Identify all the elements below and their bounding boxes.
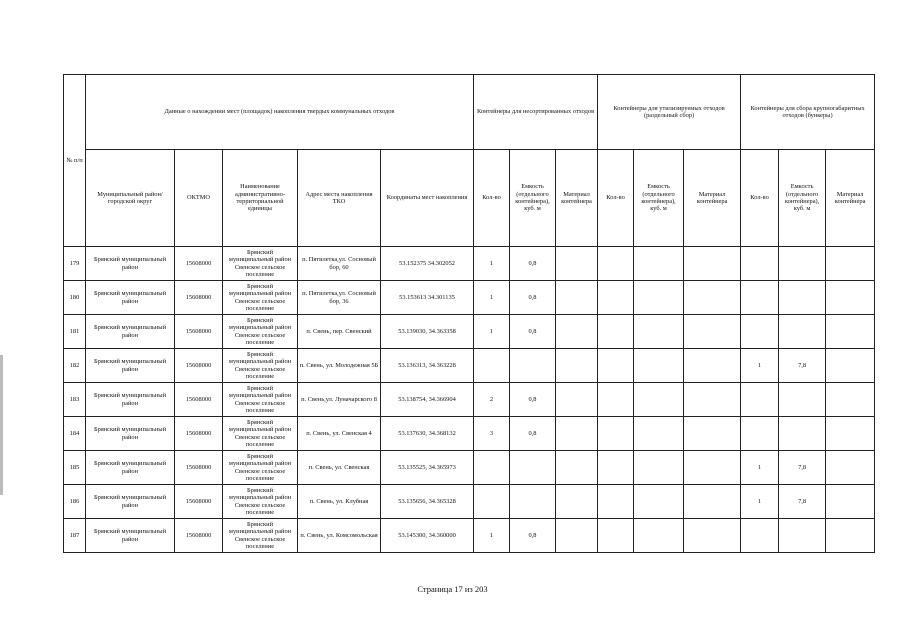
row-district: Брянский муниципальный район	[86, 383, 175, 417]
header-capacity-3: Емкость (отдельного контейнера), куб. м	[779, 150, 826, 247]
row-unsorted-count: 2	[474, 383, 510, 417]
row-bulky-capacity	[779, 247, 826, 281]
row-coords: 53.135525, 34.365973	[381, 451, 474, 485]
row-sorted-count	[598, 281, 634, 315]
row-unsorted-material	[556, 383, 598, 417]
row-sorted-count	[598, 247, 634, 281]
row-bulky-count	[741, 315, 779, 349]
row-address: п. Свень, ул. Свенская	[298, 451, 381, 485]
row-unsorted-capacity: 0,8	[510, 281, 556, 315]
row-unsorted-count: 1	[474, 247, 510, 281]
row-district: Брянский муниципальный район	[86, 451, 175, 485]
row-district: Брянский муниципальный район	[86, 247, 175, 281]
header-material-1: Материал контейнера	[556, 150, 598, 247]
row-unsorted-material	[556, 519, 598, 553]
row-bulky-material	[826, 383, 875, 417]
table-row	[64, 349, 875, 383]
row-bulky-capacity: 7,8	[779, 485, 826, 519]
row-number: 183	[64, 383, 86, 417]
row-coords: 53.137630, 34.368132	[381, 417, 474, 451]
row-bulky-count: 1	[741, 349, 779, 383]
row-admin-unit: Брянский муниципальный район Свенское сельское поселение	[223, 417, 298, 451]
header-group-location: Данные о нахождении мест (площадок) накопления твердых коммунальных отходов	[86, 75, 474, 150]
row-bulky-material	[826, 281, 875, 315]
header-group-bulky: Контейнеры для сбора крупногабаритных отходов (бункеры)	[741, 75, 875, 150]
header-address: Адрес места накопления ТКО	[298, 150, 381, 247]
row-bulky-capacity	[779, 417, 826, 451]
row-oktmo: 15608000	[175, 417, 223, 451]
row-number: 186	[64, 485, 86, 519]
row-sorted-capacity	[634, 281, 684, 315]
row-sorted-material	[684, 519, 741, 553]
row-sorted-material	[684, 451, 741, 485]
row-sorted-count	[598, 383, 634, 417]
row-district: Брянский муниципальный район	[86, 519, 175, 553]
row-bulky-capacity	[779, 315, 826, 349]
row-oktmo: 15608000	[175, 383, 223, 417]
row-number: 184	[64, 417, 86, 451]
row-address: п. Пятилетка,ул. Сосновый бор, 60	[298, 247, 381, 281]
row-sorted-material	[684, 485, 741, 519]
row-unsorted-count	[474, 349, 510, 383]
row-coords: 53.138754, 34.366904	[381, 383, 474, 417]
header-num: № п/п	[64, 75, 86, 247]
row-unsorted-capacity: 0,8	[510, 383, 556, 417]
row-number: 185	[64, 451, 86, 485]
row-sorted-material	[684, 281, 741, 315]
row-sorted-material	[684, 247, 741, 281]
row-admin-unit: Брянский муниципальный район Свенское сельское поселение	[223, 451, 298, 485]
row-bulky-count: 1	[741, 451, 779, 485]
row-unsorted-count: 3	[474, 417, 510, 451]
row-sorted-count	[598, 451, 634, 485]
row-sorted-capacity	[634, 349, 684, 383]
row-bulky-capacity: 7,8	[779, 349, 826, 383]
row-bulky-count	[741, 383, 779, 417]
row-unsorted-material	[556, 315, 598, 349]
row-number: 181	[64, 315, 86, 349]
row-coords: 53.153613 34.301135	[381, 281, 474, 315]
row-unsorted-material	[556, 349, 598, 383]
row-number: 180	[64, 281, 86, 315]
row-bulky-material	[826, 349, 875, 383]
row-sorted-count	[598, 485, 634, 519]
row-oktmo: 15608000	[175, 451, 223, 485]
row-admin-unit: Брянский муниципальный район Свенское сельское поселение	[223, 349, 298, 383]
row-bulky-capacity	[779, 281, 826, 315]
table-row	[64, 281, 875, 315]
row-admin-unit: Брянский муниципальный район Свенское сельское поселение	[223, 247, 298, 281]
table-row	[64, 485, 875, 519]
row-sorted-material	[684, 315, 741, 349]
row-oktmo: 15608000	[175, 349, 223, 383]
row-sorted-capacity	[634, 451, 684, 485]
row-unsorted-material	[556, 451, 598, 485]
row-unsorted-count: 1	[474, 519, 510, 553]
row-coords: 53.145300, 34.360000	[381, 519, 474, 553]
row-unsorted-count	[474, 451, 510, 485]
row-bulky-capacity: 7,8	[779, 451, 826, 485]
row-address: п. Свень, ул. Комсомольская	[298, 519, 381, 553]
row-unsorted-count: 1	[474, 281, 510, 315]
row-number: 179	[64, 247, 86, 281]
row-bulky-capacity	[779, 383, 826, 417]
row-number: 187	[64, 519, 86, 553]
table-row	[64, 315, 875, 349]
row-sorted-capacity	[634, 383, 684, 417]
row-admin-unit: Брянский муниципальный район Свенское сельское поселение	[223, 383, 298, 417]
row-sorted-capacity	[634, 315, 684, 349]
row-unsorted-capacity: 0,8	[510, 417, 556, 451]
table-row	[64, 417, 875, 451]
header-coords: Координаты мест накопления	[381, 150, 474, 247]
row-sorted-capacity	[634, 485, 684, 519]
row-number: 182	[64, 349, 86, 383]
waste-sites-table	[63, 74, 875, 553]
row-admin-unit: Брянский муниципальный район Свенское сельское поселение	[223, 485, 298, 519]
row-address: п. Свень, пер. Свенский	[298, 315, 381, 349]
row-bulky-count: 1	[741, 485, 779, 519]
header-oktmo: ОКТМО	[175, 150, 223, 247]
row-bulky-material	[826, 485, 875, 519]
row-sorted-material	[684, 417, 741, 451]
row-bulky-count	[741, 247, 779, 281]
row-district: Брянский муниципальный район	[86, 417, 175, 451]
row-coords: 53.136313, 34.363228	[381, 349, 474, 383]
row-sorted-material	[684, 383, 741, 417]
row-unsorted-count	[474, 485, 510, 519]
row-district: Брянский муниципальный район	[86, 281, 175, 315]
row-address: п. Свень,ул. Луначарского 8	[298, 383, 381, 417]
header-material-2: Материал контейнера	[684, 150, 741, 247]
table-row	[64, 519, 875, 553]
row-unsorted-capacity: 0,8	[510, 519, 556, 553]
row-admin-unit: Брянский муниципальный район Свенское сельское поселение	[223, 315, 298, 349]
row-sorted-material	[684, 349, 741, 383]
row-bulky-material	[826, 417, 875, 451]
table-row	[64, 451, 875, 485]
row-oktmo: 15608000	[175, 315, 223, 349]
header-row-groups	[64, 75, 875, 150]
row-oktmo: 15608000	[175, 519, 223, 553]
row-district: Брянский муниципальный район	[86, 315, 175, 349]
row-bulky-capacity	[779, 519, 826, 553]
row-bulky-material	[826, 519, 875, 553]
row-oktmo: 15608000	[175, 247, 223, 281]
scan-edge-mark	[0, 355, 3, 495]
row-unsorted-capacity: 0,8	[510, 315, 556, 349]
row-address: п. Свень, ул. Молодежная 5Б	[298, 349, 381, 383]
row-coords: 53.139030, 34.363358	[381, 315, 474, 349]
header-row-columns	[64, 150, 875, 247]
header-district: Муниципальный район/городской округ	[86, 150, 175, 247]
row-unsorted-capacity: 0,8	[510, 247, 556, 281]
table-row	[64, 383, 875, 417]
header-count-1: Кол-во	[474, 150, 510, 247]
row-bulky-material	[826, 315, 875, 349]
row-admin-unit: Брянский муниципальный район Свенское сельское поселение	[223, 519, 298, 553]
page-number: Страница 17 из 203	[417, 584, 488, 594]
row-address: п. Свень, ул. Свенская 4	[298, 417, 381, 451]
row-sorted-count	[598, 315, 634, 349]
header-count-2: Кол-во	[598, 150, 634, 247]
row-sorted-count	[598, 519, 634, 553]
row-unsorted-material	[556, 281, 598, 315]
header-material-3: Материал контейнера	[826, 150, 875, 247]
row-admin-unit: Брянский муниципальный район Свенское сельское поселение	[223, 281, 298, 315]
row-bulky-count	[741, 281, 779, 315]
header-admin-unit: Наименование административно-территориальной единицы	[223, 150, 298, 247]
row-sorted-capacity	[634, 417, 684, 451]
row-address: п. Свень, ул. Клубная	[298, 485, 381, 519]
row-bulky-material	[826, 247, 875, 281]
row-sorted-count	[598, 349, 634, 383]
header-group-unsorted: Контейнеры для несортированных отходов	[474, 75, 598, 150]
row-unsorted-material	[556, 247, 598, 281]
row-bulky-count	[741, 417, 779, 451]
row-unsorted-capacity	[510, 451, 556, 485]
row-unsorted-material	[556, 485, 598, 519]
row-sorted-capacity	[634, 247, 684, 281]
row-oktmo: 15608000	[175, 485, 223, 519]
row-oktmo: 15608000	[175, 281, 223, 315]
header-capacity-1: Емкость (отдельного контейнера), куб. м	[510, 150, 556, 247]
row-coords: 53.152375 34.302052	[381, 247, 474, 281]
row-bulky-count	[741, 519, 779, 553]
row-unsorted-capacity	[510, 485, 556, 519]
row-unsorted-capacity	[510, 349, 556, 383]
row-address: п. Пятилетка,ул. Сосновый бор, 36	[298, 281, 381, 315]
row-district: Брянский муниципальный район	[86, 349, 175, 383]
row-coords: 53.135656, 34.365328	[381, 485, 474, 519]
header-capacity-2: Емкость (отдельного контейнера), куб. м	[634, 150, 684, 247]
row-unsorted-count: 1	[474, 315, 510, 349]
header-count-3: Кол-во	[741, 150, 779, 247]
row-district: Брянский муниципальный район	[86, 485, 175, 519]
row-unsorted-material	[556, 417, 598, 451]
header-group-sorted: Контейнеры для утилизируемых отходов (раздельный сбор)	[598, 75, 741, 150]
row-bulky-material	[826, 451, 875, 485]
row-sorted-count	[598, 417, 634, 451]
table-row	[64, 247, 875, 281]
row-sorted-capacity	[634, 519, 684, 553]
table-body	[64, 247, 875, 553]
